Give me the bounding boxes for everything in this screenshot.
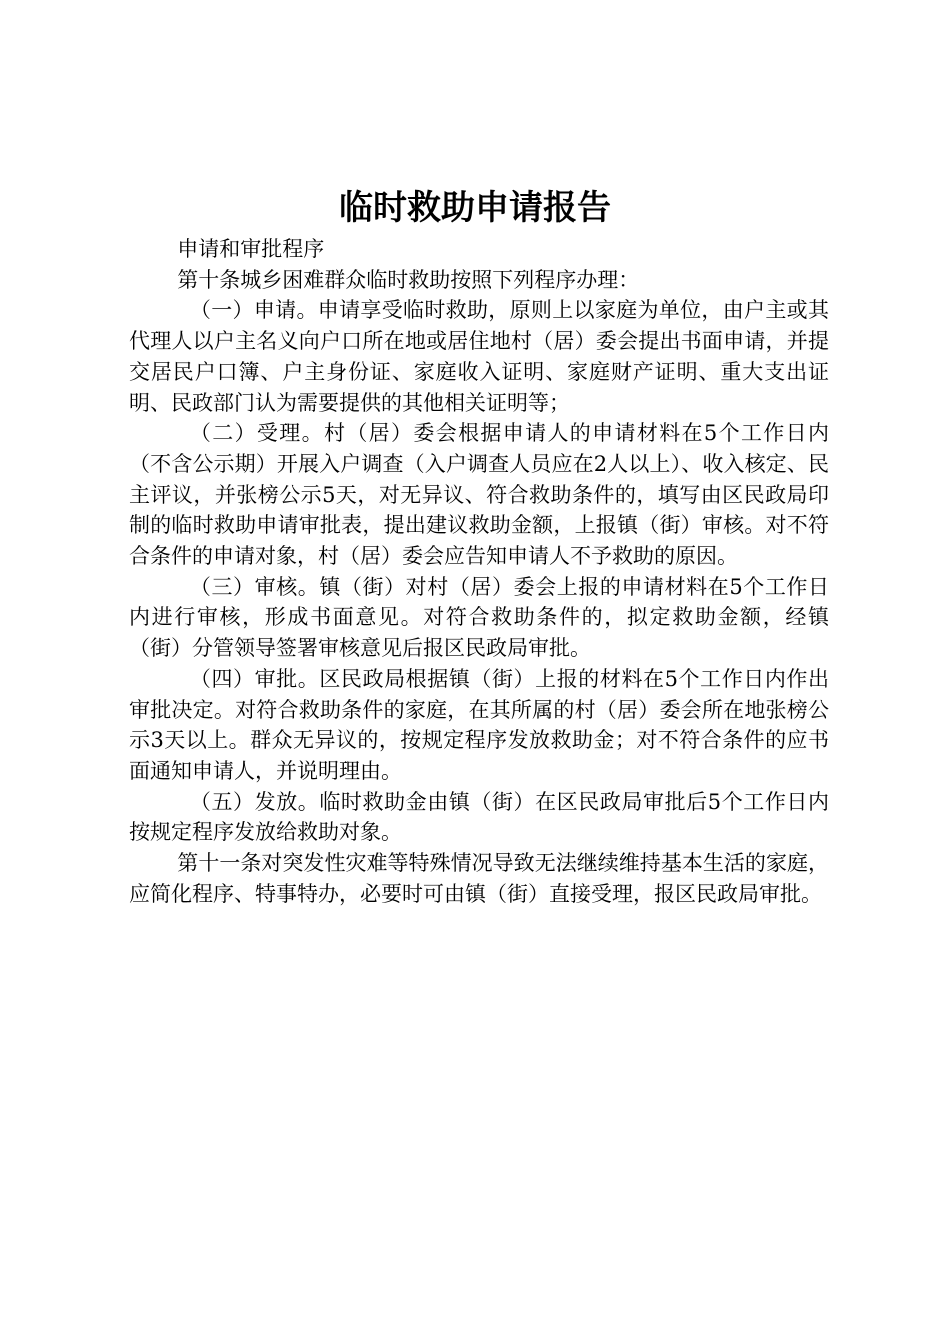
step-2-acceptance: （二）受理。村（居）委会根据申请人的申请材料在5个工作日内（不含公示期）开展入户调查（入户调查人员应在2人以上）、收入核定、民主评议，并张榜公示5天，对无异议、符合救助条件的，填写由区民政局印制的临时救助申请审批表，提出建议救助金额，上报镇（街）审核。对不符合条件的申请对象，村（居）委会应告知申请人不予救助的原因。 — [129, 421, 829, 569]
step-1-application: （一）申请。申请享受临时救助，原则上以家庭为单位，由户主或其代理人以户主名义向户口所在地或居住地村（居）委会提出书面申请，并提交居民户口簿、户主身份证、家庭收入证明、家庭财产证明、重大支出证明、民政部门认为需要提供的其他相关证明等； — [129, 298, 829, 415]
document-title: 临时救助申请报告 — [339, 188, 611, 228]
step-3-review: （三）审核。镇（街）对村（居）委会上报的申请材料在5个工作日内进行审核，形成书面意见。对符合救助条件的，拟定救助金额，经镇（街）分管领导签署审核意见后报区民政局审批。 — [129, 574, 829, 661]
step-5-distribution: （五）发放。临时救助金由镇（街）在区民政局审批后5个工作日内按规定程序发放给救助对象。 — [129, 789, 829, 845]
article-11: 第十一条对突发性灾难等特殊情况导致无法继续维持基本生活的家庭，应简化程序、特事特办，必要时可由镇（街）直接受理，报区民政局审批。 — [129, 851, 829, 906]
section-heading: 申请和审批程序 — [177, 237, 325, 261]
article-10-intro: 第十条城乡困难群众临时救助按照下列程序办理： — [177, 267, 640, 292]
step-4-approval: （四）审批。区民政局根据镇（街）上报的材料在5个工作日内作出审批决定。对符合救助条件的家庭，在其所属的村（居）委会所在地张榜公示3天以上。群众无异议的，按规定程序发放救助金；对不符合条件的应书面通知申请人，并说明理由。 — [129, 666, 829, 783]
document-body — [129, 234, 829, 909]
